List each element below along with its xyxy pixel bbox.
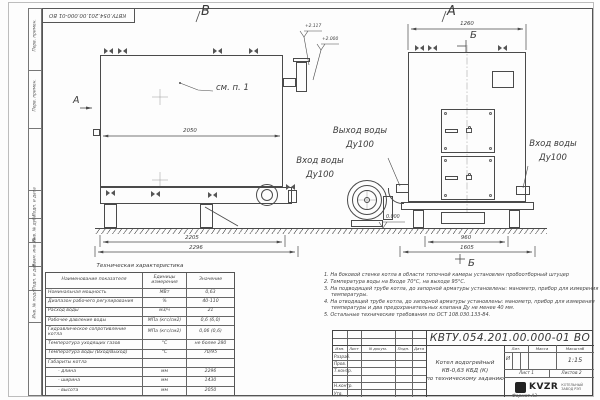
margin-label: Взам. инв. № xyxy=(32,237,38,267)
valve-icon xyxy=(415,45,424,51)
section-b-bottom-label: Б xyxy=(468,258,475,269)
divider-line xyxy=(395,331,396,397)
fan-base xyxy=(351,220,383,227)
outlet-elbow xyxy=(283,78,296,87)
section-b-top-label: Б xyxy=(470,30,477,41)
divider-line xyxy=(333,360,426,361)
margin-label: Инв. № подл. xyxy=(32,288,38,319)
spec-row xyxy=(46,376,234,385)
spec-value: 40-110 xyxy=(186,297,234,306)
valve-icon xyxy=(118,48,127,54)
dim-1605: 1605 xyxy=(460,245,474,251)
col-data: Дата xyxy=(413,346,425,351)
spec-row xyxy=(46,358,234,367)
bolt-icon xyxy=(489,194,492,197)
inlet-stub xyxy=(288,190,297,203)
spec-name: Диапазон рабочего регулирования xyxy=(46,297,142,306)
inlet-fitting-right xyxy=(516,186,530,195)
divider-line xyxy=(28,322,42,323)
note-1: 1. На боковой стенке котла в области топочной камеры установлен пробоотборный штуцер xyxy=(324,272,570,278)
dim-2296: 2296 xyxy=(189,245,203,251)
spec-units: мм xyxy=(142,376,186,385)
bolt-icon xyxy=(489,159,492,162)
logo-caption-line: КОТЕЛЬНЫЙ xyxy=(561,382,584,387)
spec-units: °С xyxy=(142,349,186,358)
lit-value: И xyxy=(505,356,511,362)
bolt-icon xyxy=(489,112,492,115)
side-left-stub xyxy=(93,129,100,136)
spec-row xyxy=(46,325,234,339)
outlet-size-label: Ду100 xyxy=(346,140,374,150)
divider-line xyxy=(504,352,594,353)
view-a-label: А xyxy=(447,4,456,19)
section-a-label: А xyxy=(73,95,80,106)
col-docnum: N докум. xyxy=(368,346,388,351)
spec-row xyxy=(46,386,234,395)
spec-units: МПа (кгс/см2) xyxy=(142,325,186,339)
spec-col-name: Наименование показателя xyxy=(61,277,127,283)
note-2: 2. Температура воды на Входе 70°С, на выходе 95°С. xyxy=(324,279,466,285)
fan-hub xyxy=(364,197,370,203)
spec-value: 0,06 (0,6) xyxy=(186,325,234,339)
spec-units: °С xyxy=(142,339,186,348)
margin-label: Перв. примен. xyxy=(32,19,38,52)
front-top-panel xyxy=(492,71,514,88)
spec-header-row xyxy=(46,273,234,288)
door-handle xyxy=(445,129,458,133)
spec-units: МВт xyxy=(142,288,186,297)
spec-col-units: Единицы измерения xyxy=(142,273,186,288)
note-4: 4. На отводящей трубе котла, до запорной арматуры установлены: манометр, прибор для измерения температуры и два предохранительных клапана Ду не менее 40 мм. xyxy=(324,299,595,311)
spec-row xyxy=(46,349,234,358)
col-list: Лист xyxy=(349,346,359,351)
note-5: 5. Остальные технические требования по ОСТ 108.030.133-84. xyxy=(324,312,491,318)
spec-name: Температура воды (Вход/Выход) xyxy=(46,349,142,358)
dim-2050: 2050 xyxy=(183,128,197,134)
doc-number: КВТУ.054.201.00.000-01 ВО xyxy=(429,332,591,344)
elevation-mark-0: 0.000 xyxy=(386,215,400,220)
spec-value: 0,6 (6,0) xyxy=(186,316,234,325)
divider-line xyxy=(333,389,426,390)
support-leg xyxy=(413,210,424,228)
front-base xyxy=(401,202,534,210)
spec-value xyxy=(186,358,234,367)
product-line: КВ-0,63 КБД (К) xyxy=(441,368,489,374)
spec-row xyxy=(46,339,234,348)
valve-icon xyxy=(249,48,258,54)
product-line: Котел водогрейный xyxy=(435,360,495,366)
inlet-right-label: Вход воды xyxy=(529,139,577,149)
sheets-info: Листов 2 xyxy=(561,371,582,376)
product-line: по техническому заданию xyxy=(426,376,504,382)
spec-name: Номинальная мощность xyxy=(46,288,142,297)
support-leg xyxy=(509,210,520,228)
spec-row xyxy=(46,367,234,376)
dim-960: 960 xyxy=(460,235,472,241)
divider-line xyxy=(333,375,426,376)
spec-row xyxy=(46,297,234,306)
support-leg xyxy=(104,204,117,228)
spec-units: МПа (кгс/см2) xyxy=(142,316,186,325)
spec-value: 2050 xyxy=(186,386,234,395)
drain-valve-icon xyxy=(151,191,160,197)
drain-valve-icon xyxy=(208,192,217,198)
dim-1260: 1260 xyxy=(460,21,474,27)
spec-name: Расход воды xyxy=(46,307,142,316)
ash-box xyxy=(441,212,485,224)
note-3: 3. На подводящей трубе котла, до запорной арматуры установлены: манометр, прибор для измерения температуры. xyxy=(324,286,599,298)
col-izm: Изм. xyxy=(335,346,345,351)
role-tkontr: Т.контр. xyxy=(334,368,353,374)
detail-callout: см. п. 1 xyxy=(216,83,249,93)
valve-icon xyxy=(213,48,222,54)
spec-name: - ширина xyxy=(46,376,142,385)
inlet-left-label: Вход воды xyxy=(296,156,344,166)
valve-icon xyxy=(428,45,437,51)
spec-value: 21 xyxy=(186,307,234,316)
product-name xyxy=(426,345,504,397)
valve-icon xyxy=(498,45,507,51)
spec-value: не более 280 xyxy=(186,339,234,348)
outlet-label: Выход воды xyxy=(332,126,388,136)
scale-header: Масштаб xyxy=(565,346,585,352)
flipped-doc-number: КВТУ.054.201.00.000-01 ВО xyxy=(49,12,127,18)
divider-line xyxy=(520,352,521,369)
margin-label: Перв. примен. xyxy=(32,79,38,112)
bolt-icon xyxy=(444,194,447,197)
elevation-mark-1: +2.117 xyxy=(305,24,322,29)
divider-line xyxy=(361,331,362,397)
bolt-icon xyxy=(444,147,447,150)
divider-line xyxy=(333,338,426,339)
logo-caption-line: ЗАВОД РЭП xyxy=(561,387,581,392)
spec-value: 0,63 xyxy=(186,288,234,297)
valve-icon xyxy=(104,48,113,54)
drain-valve-icon xyxy=(106,190,115,196)
spec-row xyxy=(46,288,234,297)
elevation-mark-2: +2.000 xyxy=(322,37,339,42)
spec-value: 70/95 xyxy=(186,349,234,358)
logo-caption xyxy=(561,383,583,392)
spec-units: м3/ч xyxy=(142,307,186,316)
dim-2205: 2205 xyxy=(185,235,199,241)
inlet-valve-icon xyxy=(286,184,295,190)
divider-line xyxy=(512,352,513,369)
format-label: Формат А3 xyxy=(512,394,538,399)
spec-name: Рабочее давление воды xyxy=(46,316,142,325)
role-razrab: Разраб. xyxy=(334,353,351,359)
role-nkontr: Н.контр. xyxy=(334,383,353,389)
door-lock-icon xyxy=(466,175,472,180)
spec-units xyxy=(142,358,186,367)
spec-table-title: Техническая характеристика xyxy=(96,263,184,269)
spec-name: - длина xyxy=(46,367,142,376)
spec-table xyxy=(45,272,235,396)
divider-line xyxy=(28,70,42,71)
burner-flange-inner xyxy=(261,189,273,201)
boiler-side-body xyxy=(100,55,283,187)
view-b-label: В xyxy=(201,4,210,19)
bolt-icon xyxy=(444,112,447,115)
door-handle xyxy=(445,176,458,180)
margin-label: Инв. № дубл. xyxy=(32,213,38,243)
spec-row xyxy=(46,307,234,316)
spec-units: мм xyxy=(142,386,186,395)
kvzr-logo-icon xyxy=(515,382,526,393)
outlet-riser-pipe xyxy=(296,62,307,92)
sheet-info: Лист 1 xyxy=(519,371,534,376)
margin-label: Подп. и дата xyxy=(32,261,38,291)
kvzr-logo-text: KVZR xyxy=(528,382,559,393)
furnace-door xyxy=(441,156,495,200)
spec-name: Температура уходящих газов xyxy=(46,339,142,348)
ground-hatch xyxy=(95,228,547,234)
inlet-right-size-label: Ду100 xyxy=(539,153,567,163)
title-block xyxy=(332,330,593,396)
bolt-icon xyxy=(444,159,447,162)
lit-header: Лит. xyxy=(511,346,521,352)
spec-col-value: Значение xyxy=(186,273,234,288)
spec-value: 1430 xyxy=(186,376,234,385)
bolt-icon xyxy=(489,147,492,150)
role-prov: Пров. xyxy=(334,361,347,366)
col-podp: Подп. xyxy=(397,346,410,351)
spec-row xyxy=(46,316,234,325)
spec-units: мм xyxy=(142,367,186,376)
outlet-riser-flange xyxy=(293,58,310,62)
mass-header: Масса xyxy=(535,346,549,352)
spec-units: % xyxy=(142,297,186,306)
inlet-left-size-label: Ду100 xyxy=(306,170,334,180)
scale-value: 1:15 xyxy=(567,356,583,364)
door-lock-icon xyxy=(466,128,472,133)
divider-line xyxy=(412,331,413,397)
role-utv: Утв. xyxy=(334,390,343,396)
spec-value: 2296 xyxy=(186,367,234,376)
spec-name: Габариты котла xyxy=(46,358,142,367)
spec-name: Гидравлическое сопротивление котла xyxy=(46,325,142,339)
furnace-door xyxy=(441,109,495,153)
divider-line xyxy=(28,128,42,129)
support-leg xyxy=(200,204,213,228)
margin-label: Подп. и дата xyxy=(32,187,38,217)
flipped-docnum-box xyxy=(42,8,135,23)
spec-name: - высота xyxy=(46,386,142,395)
